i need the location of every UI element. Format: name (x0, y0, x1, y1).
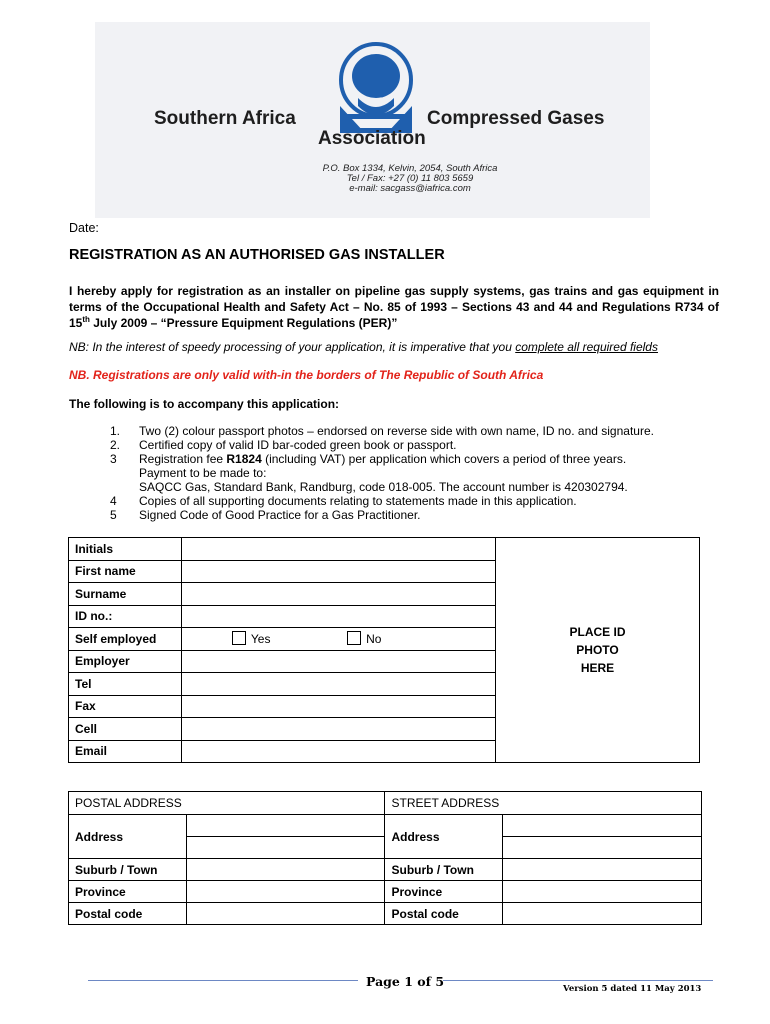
date-label: Date: (69, 221, 99, 235)
no-label: No (366, 632, 382, 647)
street-code-field[interactable] (503, 903, 702, 925)
surname-label: Surname (69, 583, 182, 606)
postal-code-label: Postal code (69, 903, 187, 925)
postal-address-label: Address (69, 815, 187, 859)
postal-suburb-field[interactable] (186, 859, 385, 881)
org-email-line: e-mail: sacgass@iafrica.com (349, 183, 471, 194)
list-item: 5 Signed Code of Good Practice for a Gas Practitioner. (110, 508, 421, 522)
cell-label: Cell (69, 718, 182, 741)
fax-field[interactable] (181, 695, 495, 718)
self-employed-options (181, 628, 495, 651)
street-address-label: Address (385, 815, 503, 859)
org-name-bottom: Association (318, 128, 426, 149)
postal-province-field[interactable] (186, 881, 385, 903)
id-no-field[interactable] (181, 605, 495, 628)
street-province-label: Province (385, 881, 503, 903)
postal-address-field[interactable] (186, 815, 385, 859)
email-field[interactable] (181, 740, 495, 763)
footer-rule-right (443, 980, 713, 981)
yes-label: Yes (250, 632, 271, 647)
street-address-field[interactable] (503, 815, 702, 859)
street-code-label: Postal code (385, 903, 503, 925)
first-name-field[interactable] (181, 560, 495, 583)
tel-field[interactable] (181, 673, 495, 696)
org-name-left: Southern Africa (154, 108, 296, 129)
employer-label: Employer (69, 650, 182, 673)
surname-field[interactable] (181, 583, 495, 606)
street-province-field[interactable] (503, 881, 702, 903)
nb-validity-note: NB. Registrations are only valid with-in the borders of The Republic of South Africa (69, 368, 544, 382)
fax-label: Fax (69, 695, 182, 718)
list-item: 4 Copies of all supporting documents relating to statements made in this application. (110, 494, 577, 508)
no-checkbox[interactable] (347, 631, 361, 645)
street-address-header: STREET ADDRESS (385, 792, 702, 815)
postal-suburb-label: Suburb / Town (69, 859, 187, 881)
yes-checkbox[interactable] (232, 631, 246, 645)
version-note: Version 5 dated 11 May 2013 (563, 984, 702, 994)
address-table (68, 791, 702, 925)
self-employed-label: Self employed (69, 628, 182, 651)
personal-details-table (68, 537, 700, 763)
postal-address-header: POSTAL ADDRESS (69, 792, 385, 815)
nb-required-fields: NB: In the interest of speedy processing of your application, it is imperative that you complete all required fields (69, 340, 658, 354)
list-item: 3 Registration fee R1824 (including VAT) per application which covers a period of three years. Payment to be made to: SAQCC Gas, Standard Bank, Randburg, code 018-005. The account number is 420302794. (110, 452, 628, 494)
employer-field[interactable] (181, 650, 495, 673)
initials-label: Initials (69, 538, 182, 561)
tel-label: Tel (69, 673, 182, 696)
street-suburb-label: Suburb / Town (385, 859, 503, 881)
form-title: REGISTRATION AS AN AUTHORISED GAS INSTALLER (69, 247, 445, 263)
list-item: 2. Certified copy of valid ID bar-coded green book or passport. (110, 438, 457, 452)
intro-paragraph: I hereby apply for registration as an installer on pipeline gas supply systems, gas trains and gas equipment in terms of the Occupational Health and Safety Act – No. 85 of 1993 – Sections 43 and 44 and Regulations R734 of 15th July 2009 – “Pressure Equipment Regulations (PER)” (69, 284, 719, 330)
accompany-heading: The following is to accompany this application: (69, 397, 340, 411)
org-phone-line: Tel / Fax: +27 (0) 11 803 5659 (346, 173, 474, 184)
org-name-right: Compressed Gases (427, 108, 605, 129)
list-item: 1. Two (2) colour passport photos – endorsed on reverse side with own name, ID no. and signature. (110, 424, 654, 438)
postal-code-field[interactable] (186, 903, 385, 925)
id-no-label: ID no.: (69, 605, 182, 628)
requirements-list (110, 424, 730, 522)
initials-field[interactable] (181, 538, 495, 561)
photo-placeholder: PLACE ID PHOTO HERE (496, 538, 700, 763)
footer-rule-left (88, 980, 358, 981)
first-name-label: First name (69, 560, 182, 583)
org-address-line: P.O. Box 1334, Kelvin, 2054, South Africa (322, 163, 498, 174)
postal-province-label: Province (69, 881, 187, 903)
email-label: Email (69, 740, 182, 763)
sacga-logo-icon (336, 40, 416, 138)
street-suburb-field[interactable] (503, 859, 702, 881)
cell-field[interactable] (181, 718, 495, 741)
page-number: Page 1 of 5 (366, 974, 445, 989)
